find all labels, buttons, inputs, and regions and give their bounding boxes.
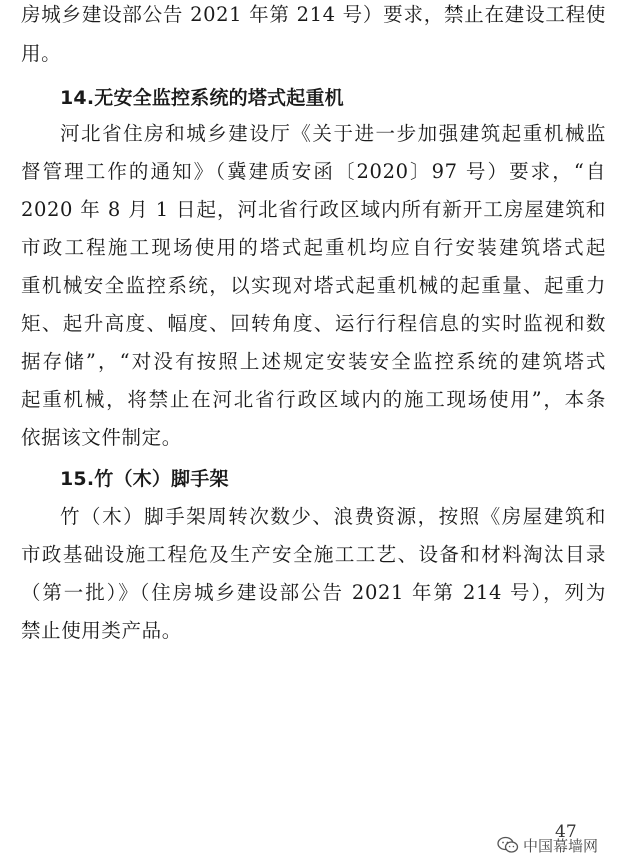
section-heading-14: 14.无安全监控系统的塔式起重机 — [60, 87, 344, 109]
body-line-6: 市政工程施工现场使用的塔式起重机均应自行安装建筑塔式起 — [21, 236, 606, 259]
body-line-13: 市政基础设施工程危及生产安全施工工艺、设备和材料淘汰目录 — [21, 543, 606, 566]
body-line-5: 2020 年 8 月 1 日起，河北省行政区域内所有新开工房屋建筑和 — [21, 198, 606, 221]
watermark — [497, 833, 598, 857]
body-line-11: 依据该文件制定。 — [21, 426, 182, 449]
body-line-3: 河北省住房和城乡建设厅《关于进一步加强建筑起重机械监 — [60, 122, 606, 145]
body-line-4: 督管理工作的通知》（冀建质安函〔2020〕97 号）要求，“自 — [21, 160, 606, 183]
body-line-8: 矩、起升高度、幅度、回转角度、运行行程信息的实时监视和数 — [21, 312, 606, 335]
body-line-15: 禁止使用类产品。 — [21, 619, 182, 642]
section-heading-15: 15.竹（木）脚手架 — [60, 468, 229, 490]
body-line-7: 重机械安全监控系统，以实现对塔式起重机械的起重量、起重力 — [21, 274, 606, 297]
wechat-icon — [497, 836, 519, 854]
watermark-text: 中国幕墙网 — [523, 836, 599, 855]
body-line-9: 据存储”，“对没有按照上述规定安装安全监控系统的建筑塔式 — [21, 350, 606, 373]
body-line-14: （第一批）》（住房城乡建设部公告 2021 年第 214 号），列为 — [21, 581, 606, 604]
body-line-1: 房城乡建设部公告 2021 年第 214 号）要求，禁止在建设工程使 — [21, 3, 606, 26]
page-number: 47 — [555, 822, 577, 842]
body-line-2: 用。 — [21, 42, 62, 65]
body-line-12: 竹（木）脚手架周转次数少、浪费资源，按照《房屋建筑和 — [60, 505, 606, 528]
body-line-10: 起重机械，将禁止在河北省行政区域内的施工现场使用”，本条 — [21, 388, 606, 411]
